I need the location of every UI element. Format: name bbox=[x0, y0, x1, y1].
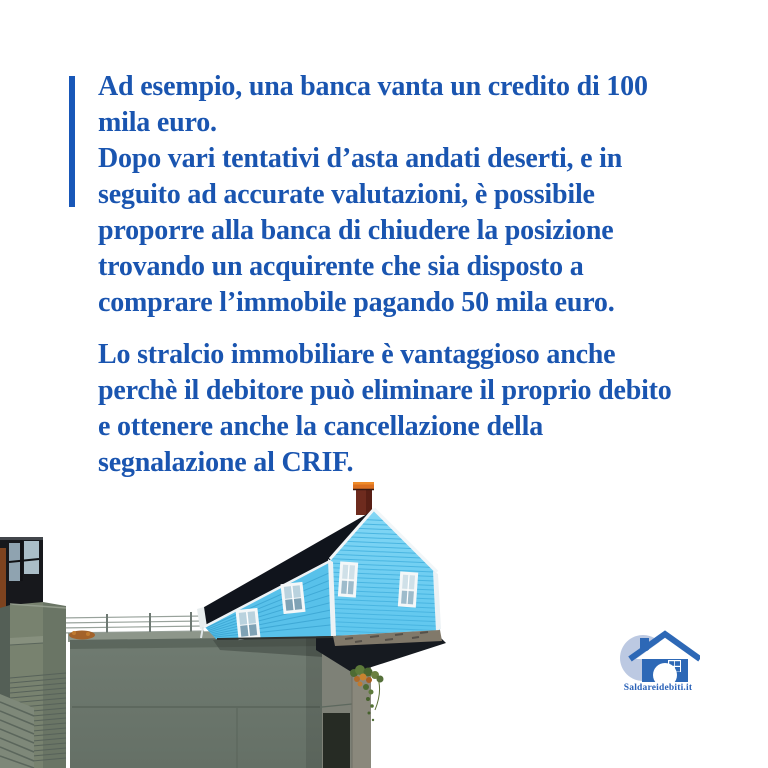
window bbox=[338, 561, 358, 597]
text-line: trovando un acquirente che sia disposto a bbox=[98, 251, 584, 282]
window bbox=[398, 571, 418, 607]
cliff-house-photo bbox=[0, 480, 460, 768]
text-line: proporre alla banca di chiudere la posizione bbox=[98, 215, 614, 246]
text-line: comprare l’immobile pagando 50 mila euro. bbox=[98, 287, 615, 318]
text-line: mila euro. bbox=[98, 107, 217, 138]
window bbox=[235, 608, 260, 640]
text-line: e ottenere anche la cancellazione della bbox=[98, 411, 544, 442]
text-line: segnalazione al CRIF. bbox=[98, 447, 354, 478]
quote-accent-bar bbox=[69, 76, 75, 207]
brand-logo bbox=[616, 628, 700, 686]
dark-building-corner bbox=[0, 537, 43, 608]
main-wall bbox=[70, 637, 322, 768]
text-line: seguito ad accurate valutazioni, è possibile bbox=[98, 179, 595, 210]
chimney bbox=[353, 482, 374, 515]
text-line: Ad esempio, una banca vanta un credito di 100 bbox=[98, 71, 648, 102]
window bbox=[280, 582, 305, 614]
dark-opening bbox=[323, 713, 350, 768]
paragraph-1 bbox=[98, 69, 672, 321]
logo-text: Saldareidebiti.it bbox=[623, 683, 693, 693]
blue-house bbox=[197, 482, 446, 646]
concrete-building bbox=[68, 630, 338, 768]
text-line: Lo stralcio immobiliare è vantaggioso anche bbox=[98, 339, 616, 370]
quote-text bbox=[98, 69, 672, 481]
paragraph-2 bbox=[98, 337, 672, 481]
text-line: Dopo vari tentativi d’asta andati deserti, e in bbox=[98, 143, 623, 174]
text-line: perchè il debitore può eliminare il proprio debito bbox=[98, 375, 672, 406]
